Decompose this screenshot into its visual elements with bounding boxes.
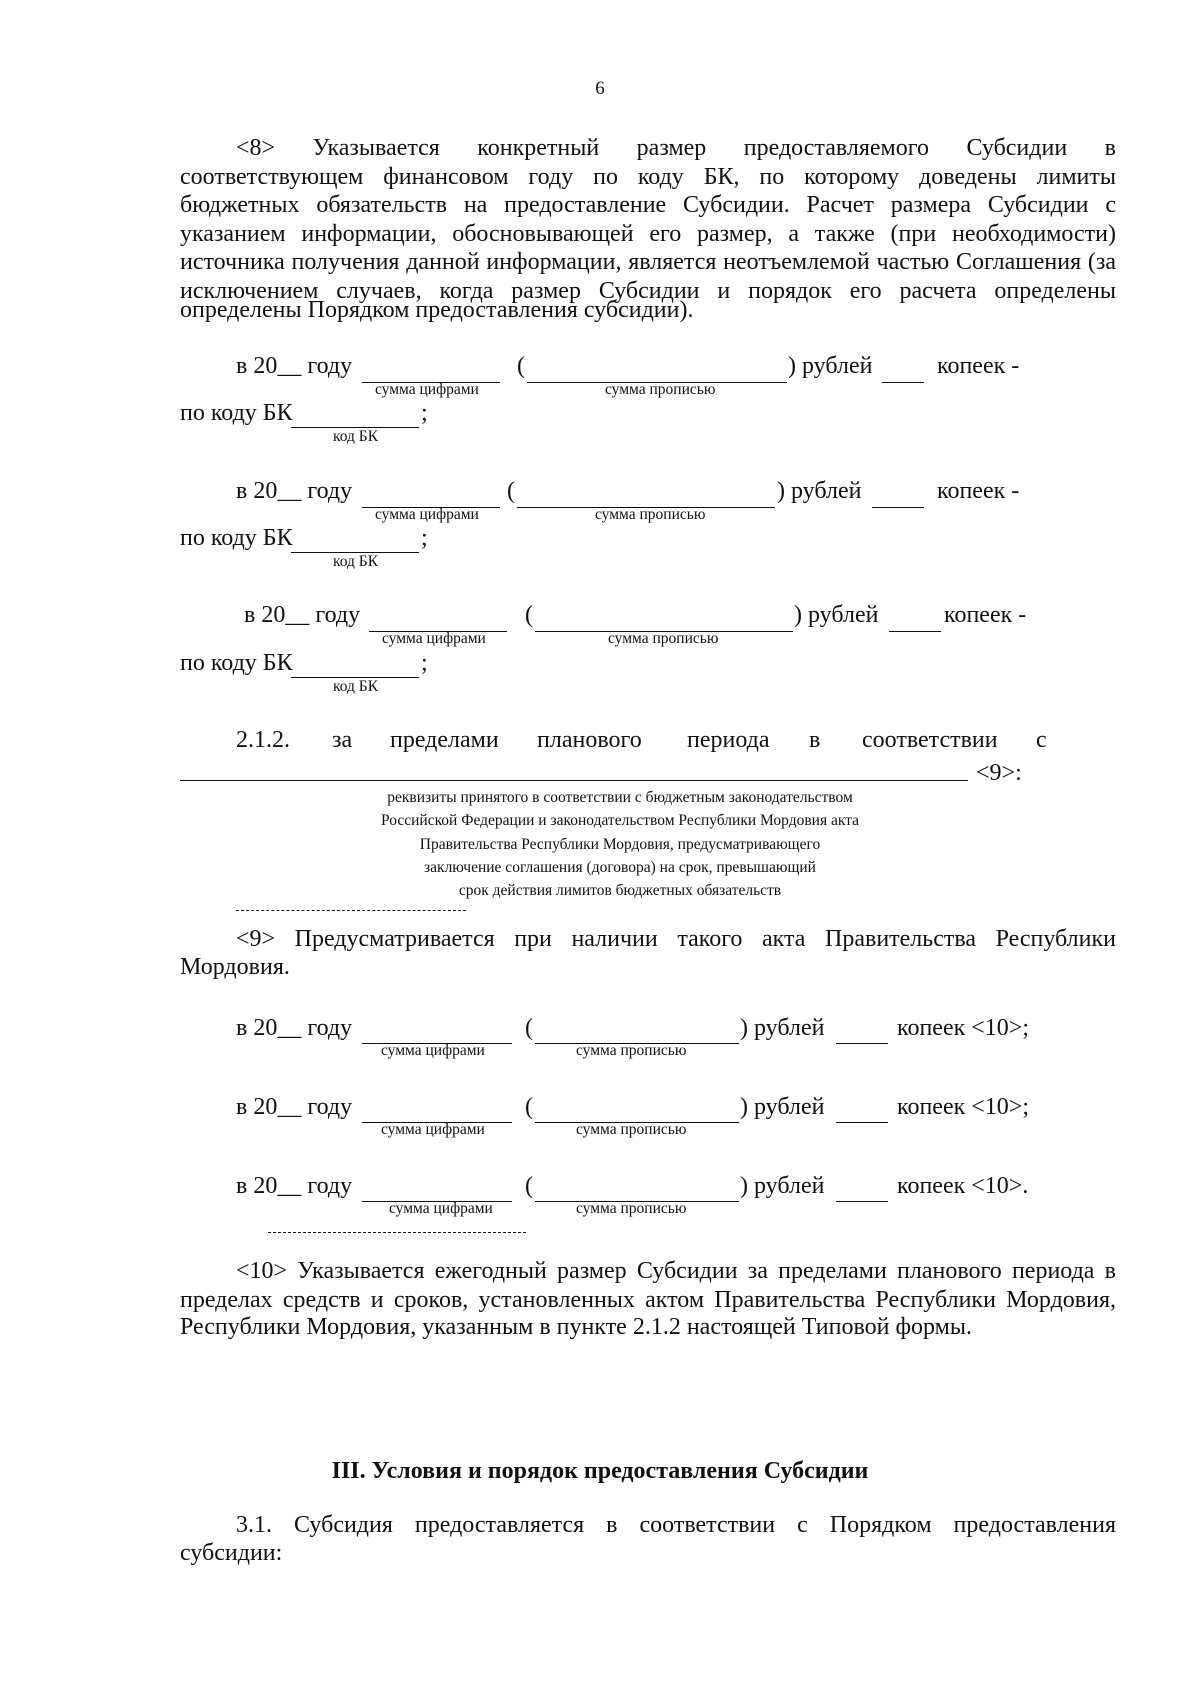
- caption-sum-words: сумма прописью: [576, 1200, 687, 1217]
- close-paren-rubles: ) рублей: [740, 1094, 825, 1120]
- footnote-8-last-line: определены Порядком предоставления субсидии).: [180, 297, 694, 323]
- year-prefix: в 20__ году: [244, 602, 361, 628]
- footnote-8-paragraph: [180, 134, 1116, 307]
- kopeks-blank: [889, 631, 941, 632]
- kopeks-ref: копеек <10>;: [897, 1015, 1029, 1041]
- bk-prefix: по коду БК: [180, 650, 293, 676]
- caption-line: Российской Федерации и законодательством Республики Мордовия акта: [380, 812, 860, 830]
- item-word: с: [1036, 727, 1047, 753]
- year-prefix: в 20__ году: [236, 1015, 353, 1041]
- clause-3-1-text: 3.1. Субсидия предоставляется в соответствии с Порядком предоставления: [236, 1512, 1116, 1538]
- bk-prefix: по коду БК: [180, 400, 293, 426]
- item-word: за: [332, 727, 353, 753]
- caption-line: срок действия лимитов бюджетных обязательств: [458, 882, 782, 900]
- year-prefix: в 20__ году: [236, 478, 353, 504]
- caption-sum-words: сумма прописью: [576, 1121, 687, 1138]
- item-word: пределами: [390, 727, 499, 753]
- item-word: 2.1.2.: [236, 727, 290, 753]
- caption-bk-code: код БК: [333, 428, 379, 445]
- act-requisites-caption: [340, 786, 900, 902]
- year-prefix: в 20__ году: [236, 353, 353, 379]
- caption-sum-digits: сумма цифрами: [382, 630, 486, 647]
- open-paren: (: [525, 1173, 533, 1199]
- caption-sum-digits: сумма цифрами: [389, 1200, 493, 1217]
- kopeks-blank: [836, 1043, 888, 1044]
- caption-line: реквизиты принятого в соответствии с бюджетным законодательством: [387, 789, 853, 806]
- bk-semicolon: ;: [421, 525, 428, 551]
- footnote-9-ref: <9>:: [976, 760, 1022, 786]
- caption-sum-words: сумма прописью: [605, 381, 716, 398]
- footnote-8-text: <8> Указывается конкретный размер предоставляемого Субсидии в соответствующем финансовом году по коду БК, по которому доведены лимиты бюджетных обязательств на предоставление Субсидии. Расчет размера Субсидии с указанием информации, обосновывающей его размер, а также (при необходимости) источника получения данной информации, является неотъемлемой частью Соглашения (за исключением случаев, когда размер Субсидии и порядок его расчета определены: [180, 135, 1116, 304]
- bk-semicolon: ;: [421, 400, 428, 426]
- footnote-separator: [236, 910, 466, 911]
- footnote-9-text: <9> Предусматривается при наличии такого акта Правительства Республики: [236, 926, 1116, 952]
- footnote-separator: [268, 1232, 526, 1233]
- item-word: периода: [687, 727, 770, 753]
- section-heading: III. Условия и порядок предоставления Субсидии: [331, 1458, 869, 1484]
- close-paren-rubles: ) рублей: [740, 1173, 825, 1199]
- clause-3-1-paragraph: [180, 1511, 1116, 1540]
- page-number: 6: [595, 78, 605, 99]
- kopeks-blank: [872, 507, 924, 508]
- act-requisites-blank: [180, 780, 968, 781]
- footnote-9-last-line: Мордовия.: [180, 954, 290, 980]
- bk-prefix: по коду БК: [180, 525, 293, 551]
- open-paren: (: [525, 602, 533, 628]
- open-paren: (: [507, 478, 515, 504]
- footnote-10-text: <10> Указывается ежегодный размер Субсидии за пределами планового периода в пределах средств и сроков, установленных актом Правительства Республики Мордовия,: [180, 1258, 1116, 1313]
- caption-sum-digits: сумма цифрами: [381, 1042, 485, 1059]
- caption-bk-code: код БК: [333, 553, 379, 570]
- open-paren: (: [525, 1094, 533, 1120]
- footnote-10-paragraph: [180, 1257, 1116, 1314]
- caption-line: заключение соглашения (договора) на срок, превышающий: [424, 858, 816, 876]
- caption-bk-code: код БК: [333, 678, 379, 695]
- caption-line: Правительства Республики Мордовия, предусматривающего: [419, 835, 821, 853]
- open-paren: (: [517, 353, 525, 379]
- kopeks-blank: [836, 1201, 888, 1202]
- kopeks-blank: [836, 1122, 888, 1123]
- item-word: планового: [537, 727, 642, 753]
- caption-sum-digits: сумма цифрами: [375, 381, 479, 398]
- kopeks-ref: копеек <10>;: [897, 1094, 1029, 1120]
- year-prefix: в 20__ году: [236, 1094, 353, 1120]
- close-paren-rubles: ) рублей: [794, 602, 879, 628]
- caption-sum-words: сумма прописью: [576, 1042, 687, 1059]
- year-prefix: в 20__ году: [236, 1173, 353, 1199]
- kopeks-label: копеек -: [944, 602, 1027, 628]
- caption-sum-digits: сумма цифрами: [375, 506, 479, 523]
- close-paren-rubles: ) рублей: [788, 353, 873, 379]
- kopeks-label: копеек -: [937, 353, 1020, 379]
- kopeks-ref: копеек <10>.: [897, 1173, 1029, 1199]
- caption-sum-words: сумма прописью: [608, 630, 719, 647]
- kopeks-label: копеек -: [937, 478, 1020, 504]
- footnote-10-last-line: Республики Мордовия, указанным в пункте 2.1.2 настоящей Типовой формы.: [180, 1314, 972, 1340]
- bk-semicolon: ;: [421, 650, 428, 676]
- clause-3-1-last-line: субсидии:: [180, 1540, 283, 1566]
- open-paren: (: [525, 1015, 533, 1041]
- item-word: соответствии: [862, 727, 998, 753]
- close-paren-rubles: ) рублей: [740, 1015, 825, 1041]
- caption-sum-words: сумма прописью: [595, 506, 706, 523]
- footnote-9-paragraph: [180, 925, 1116, 954]
- close-paren-rubles: ) рублей: [777, 478, 862, 504]
- item-word: в: [809, 727, 821, 753]
- caption-sum-digits: сумма цифрами: [381, 1121, 485, 1138]
- kopeks-blank: [882, 382, 924, 383]
